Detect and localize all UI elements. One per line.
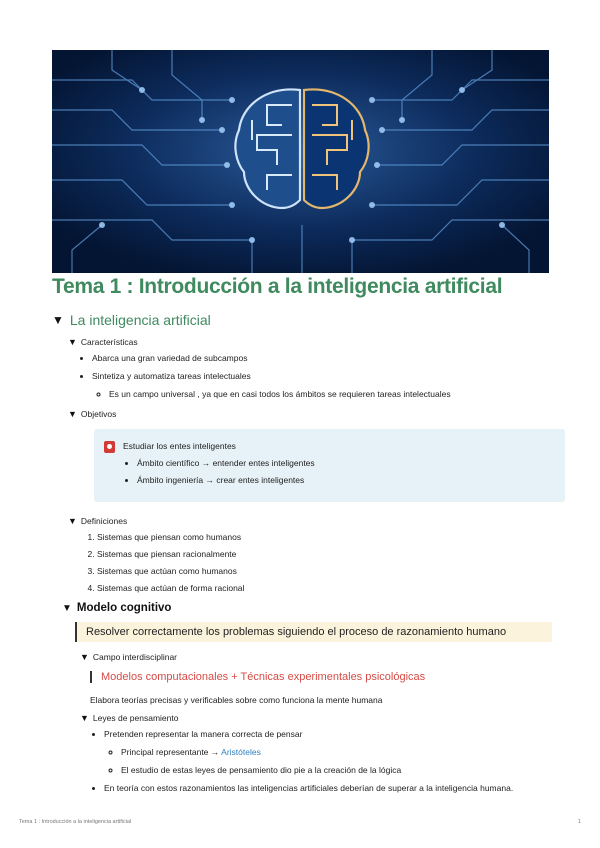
toggle-objetivos[interactable]	[68, 409, 552, 419]
triangle-down-icon[interactable]: ▼	[62, 602, 72, 614]
toggle-campo-interdisciplinar[interactable]	[80, 652, 552, 662]
toggle-label: Leyes de pensamiento	[92, 713, 179, 723]
aristoteles-link[interactable]: Aristóteles	[221, 747, 261, 757]
sub-list	[92, 389, 552, 399]
toggle-caracteristicas[interactable]	[68, 337, 552, 347]
pushpin-icon	[104, 441, 115, 453]
toggle-definiciones[interactable]	[68, 516, 552, 526]
campo-text: Elabora teorías precisas y verificables sobre como funciona la mente humana	[90, 695, 383, 705]
list-item: • En teoría con estos razonamientos las inteligencias artificiales deberían de superar a la inteligencia humana.	[104, 783, 552, 793]
list-item: 3. Sistemas que actúan como humanos	[97, 566, 552, 576]
page-number: 1	[577, 819, 581, 825]
section-content	[52, 337, 552, 593]
list-item: 4. Sistemas que actúan de forma racional	[97, 583, 552, 593]
modelo-inner	[75, 652, 552, 793]
callout-text: Estudiar los entes inteligentes	[123, 441, 236, 451]
triangle-down-icon[interactable]: ▼	[52, 313, 64, 327]
list-item	[104, 729, 552, 775]
sub-list	[104, 747, 552, 775]
header-image	[52, 50, 549, 273]
page-title: Tema 1 : Introducción a la inteligencia artificial	[52, 275, 503, 298]
highlight-quote: Resolver correctamente los problemas siguiendo el proceso de razonamiento humano	[75, 622, 552, 642]
list-item: • Ámbito científico → entender entes inteligentes	[137, 458, 315, 468]
subsection-heading: Modelo cognitivo	[76, 602, 172, 614]
list-item: • Ámbito ingeniería → crear entes inteligentes	[137, 475, 315, 485]
triangle-down-icon[interactable]: ▼	[68, 409, 77, 419]
triangle-down-icon[interactable]: ▼	[68, 337, 77, 347]
toggle-label: Características	[80, 337, 138, 347]
toggle-label: Definiciones	[80, 516, 128, 526]
red-quote: Modelos computacionales + Técnicas experimentales psicológicas	[90, 671, 552, 683]
circuit-brain-illustration	[52, 50, 549, 273]
toggle-leyes-pensamiento[interactable]	[80, 713, 552, 723]
list-item-text: Sintetiza y automatiza tareas intelectuales	[92, 371, 251, 381]
list-item: ◦ El estudio de estas leyes de pensamiento dio pie a la creación de la lógica	[121, 765, 552, 775]
triangle-down-icon[interactable]: ▼	[80, 652, 89, 662]
triangle-down-icon[interactable]: ▼	[80, 713, 89, 723]
section-heading: La inteligencia artificial	[69, 312, 211, 328]
list-item-text: Pretenden representar la manera correcta de pensar	[104, 729, 303, 739]
toggle-heading-ia[interactable]	[52, 312, 552, 328]
footer-text: Tema 1 : Introducción a la inteligencia artificial	[19, 819, 132, 825]
list-item-text: Principal representante →	[121, 747, 222, 757]
callout-list	[123, 458, 315, 492]
modelo-section	[52, 602, 552, 793]
document-body	[52, 312, 552, 793]
triangle-down-icon[interactable]: ▼	[68, 516, 77, 526]
list-item	[92, 371, 552, 399]
campo-content	[80, 671, 552, 683]
list-item: 2. Sistemas que piensan racionalmente	[97, 549, 552, 559]
toggle-label: Campo interdisciplinar	[92, 652, 178, 662]
definiciones-list	[68, 532, 552, 593]
callout-box	[94, 429, 565, 502]
modelo-content	[62, 622, 552, 793]
leyes-list	[80, 729, 552, 793]
toggle-modelo-cognitivo[interactable]	[62, 602, 552, 614]
caracteristicas-list	[68, 353, 552, 399]
list-item: 1. Sistemas que piensan como humanos	[97, 532, 552, 542]
list-item	[121, 747, 552, 757]
list-item: • Abarca una gran variedad de subcampos	[92, 353, 552, 363]
toggle-label: Objetivos	[80, 409, 117, 419]
list-item: ◦ Es un campo universal , ya que en casi todos los ámbitos se requieren tareas intelectuales	[109, 389, 552, 399]
